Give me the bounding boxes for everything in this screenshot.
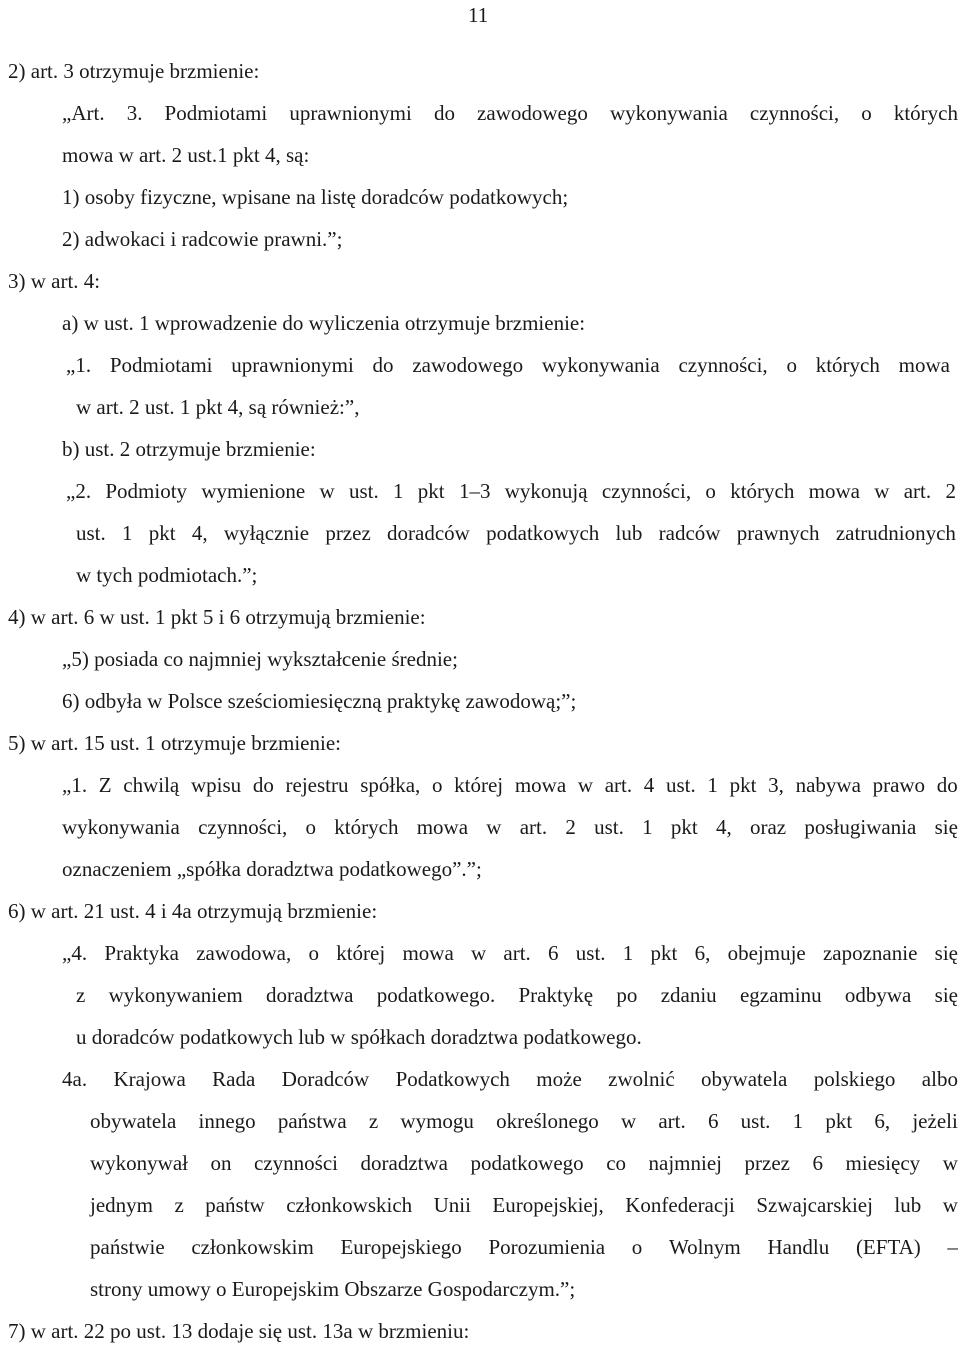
art-3-line-2: mowa w art. 2 ust.1 pkt 4, są:	[62, 143, 310, 167]
art-21-ust-4a-line-2: obywatela innego państwa z wymogu określonego w art. 6 ust. 1 pkt 6, jeżeli	[90, 1109, 958, 1133]
art-21-ust-4a-line-1: 4a. Krajowa Rada Doradców Podatkowych może zwolnić obywatela polskiego albo	[62, 1067, 958, 1091]
art-4-ust-2-line-3: w tych podmiotach.”;	[76, 563, 258, 587]
art-21-ust-4-line-2: z wykonywaniem doradztwa podatkowego. Praktykę po zdaniu egzaminu odbywa się	[76, 983, 958, 1007]
art-21-ust-4a-line-6: strony umowy o Europejskim Obszarze Gospodarczym.”;	[90, 1277, 576, 1301]
art-3-line-1: „Art. 3. Podmiotami uprawnionymi do zawodowego wykonywania czynności, o których	[62, 101, 958, 125]
page-number: 11	[468, 3, 489, 27]
item-3-intro: 3) w art. 4:	[8, 269, 101, 293]
art-4-ust-1-line-2: w art. 2 ust. 1 pkt 4, są również:”,	[76, 395, 360, 419]
art-4-ust-2-line-2: ust. 1 pkt 4, wyłącznie przez doradców podatkowych lub radców prawnych zatrudnionych	[76, 521, 956, 545]
art-4-ust-2-line-1: „2. Podmioty wymienione w ust. 1 pkt 1–3 wykonują czynności, o których mowa w art. 2	[66, 479, 956, 503]
art-3-point-2: 2) adwokaci i radcowie prawni.”;	[62, 227, 343, 251]
item-4-intro: 4) w art. 6 w ust. 1 pkt 5 i 6 otrzymują brzmienie:	[8, 605, 426, 629]
art-15-ust-1-line-2: wykonywania czynności, o których mowa w art. 2 ust. 1 pkt 4, oraz posługiwania się	[62, 815, 958, 839]
item-2-intro: 2) art. 3 otrzymuje brzmienie:	[8, 59, 260, 83]
art-6-pkt-5: „5) posiada co najmniej wykształcenie średnie;	[62, 647, 458, 671]
item-3a: a) w ust. 1 wprowadzenie do wyliczenia otrzymuje brzmienie:	[62, 311, 586, 335]
art-21-ust-4-line-1: „4. Praktyka zawodowa, o której mowa w art. 6 ust. 1 pkt 6, obejmuje zapoznanie się	[62, 941, 958, 965]
art-15-ust-1-line-1: „1. Z chwilą wpisu do rejestru spółka, o której mowa w art. 4 ust. 1 pkt 3, nabywa prawo do	[62, 773, 958, 797]
item-6-intro: 6) w art. 21 ust. 4 i 4a otrzymują brzmienie:	[8, 899, 378, 923]
item-3b: b) ust. 2 otrzymuje brzmienie:	[62, 437, 316, 461]
art-6-pkt-6: 6) odbyła w Polsce sześciomiesięczną praktykę zawodową;”;	[62, 689, 577, 713]
item-7-intro: 7) w art. 22 po ust. 13 dodaje się ust. 13a w brzmieniu:	[8, 1319, 470, 1343]
art-21-ust-4-line-3: u doradców podatkowych lub w spółkach doradztwa podatkowego.	[76, 1025, 642, 1049]
art-21-ust-4a-line-3: wykonywał on czynności doradztwa podatkowego co najmniej przez 6 miesięcy w	[90, 1151, 958, 1175]
art-21-ust-4a-line-4: jednym z państw członkowskich Unii Europejskiej, Konfederacji Szwajcarskiej lub w	[90, 1193, 958, 1217]
item-5-intro: 5) w art. 15 ust. 1 otrzymuje brzmienie:	[8, 731, 341, 755]
art-21-ust-4a-line-5: państwie członkowskim Europejskiego Porozumienia o Wolnym Handlu (EFTA) –	[90, 1235, 958, 1259]
art-15-ust-1-line-3: oznaczeniem „spółka doradztwa podatkowego”.”;	[62, 857, 482, 881]
art-3-point-1: 1) osoby fizyczne, wpisane na listę doradców podatkowych;	[62, 185, 569, 209]
art-4-ust-1-line-1: „1. Podmiotami uprawnionymi do zawodowego wykonywania czynności, o których mowa	[66, 353, 950, 377]
